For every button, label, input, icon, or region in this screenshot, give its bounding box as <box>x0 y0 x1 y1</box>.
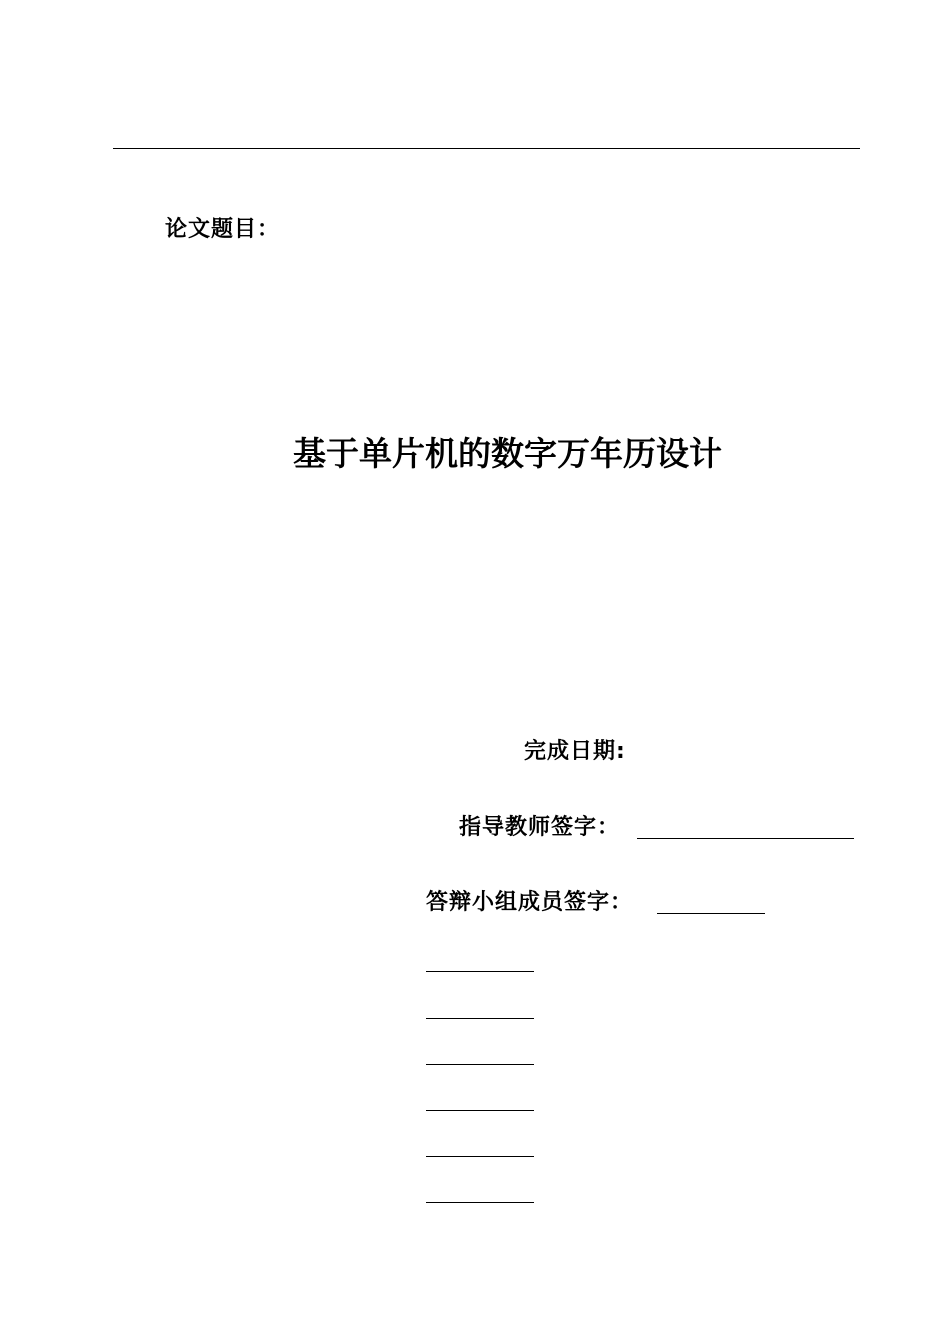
member-signature-line <box>426 1018 534 1019</box>
member-signature-line <box>426 1110 534 1111</box>
header-rule <box>113 148 860 149</box>
member-signature-line <box>426 1064 534 1065</box>
member-signature-line <box>426 1156 534 1157</box>
member-signature-line <box>426 971 534 972</box>
member-signature-line <box>426 1202 534 1203</box>
completion-date-label: 完成日期: <box>524 739 626 764</box>
committee-signature-row <box>426 890 633 916</box>
thesis-title: 基于单片机的数字万年历设计 <box>293 434 722 473</box>
advisor-signature-row <box>459 815 620 841</box>
advisor-signature-label: 指导教师签字： <box>459 815 621 840</box>
committee-signature-label: 答辩小组成员签字： <box>426 890 634 915</box>
committee-signature-line <box>657 913 765 914</box>
thesis-title-label: 论文题目： <box>165 217 281 242</box>
advisor-signature-line <box>637 838 854 839</box>
